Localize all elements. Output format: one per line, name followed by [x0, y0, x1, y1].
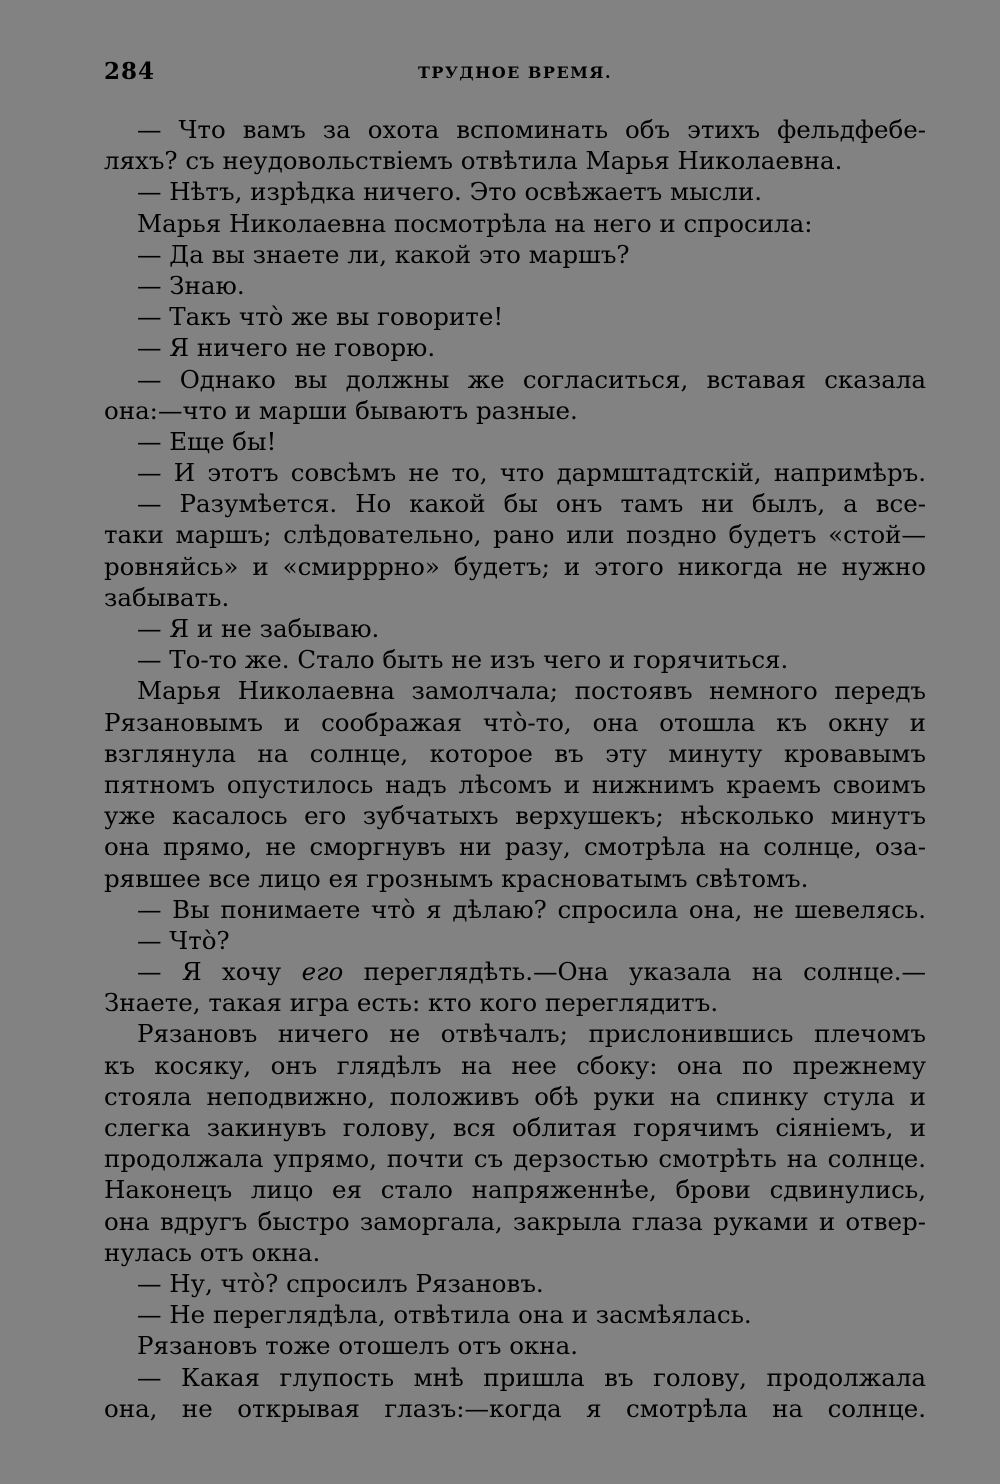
text-line: стояла неподвижно, положивъ обѣ руки на спинку стула и	[104, 1081, 926, 1111]
text-line: — Я хочу его переглядѣть.—Она указала на солнце.—	[137, 957, 926, 987]
text-line: — Вы понимаете что̀ я дѣлаю? спросила она, не шевелясь.	[137, 894, 926, 924]
text-line: — И этотъ совсѣмъ не то, что дармштадтскій, напримѣръ.	[137, 458, 926, 488]
text-line: къ косяку, онъ глядѣлъ на нее сбоку: она по прежнему	[104, 1050, 926, 1080]
text-line: ровняйсь» и «смирррно» будетъ; и этого никогда не нужно	[104, 551, 926, 581]
text-line: слегка закинувъ голову, вся облитая горячимъ сіяніемъ, и	[104, 1113, 926, 1142]
text-line: — Что̀?	[137, 925, 230, 955]
text-line: — Еще бы!	[137, 426, 277, 456]
text-line: Рязановымъ и соображая что̀-то, она отошла къ окну и	[104, 707, 926, 737]
text-line: она вдругъ быстро заморгала, закрыла глаза руками и отвер-	[104, 1206, 926, 1236]
text-line: — Такъ что̀ же вы говорите!	[137, 302, 504, 332]
text-line: — Я ничего не говорю.	[137, 333, 436, 363]
text-line: — Что вамъ за охота вспоминать объ этихъ фельдфебе-	[137, 115, 926, 144]
text-line: — Какая глупость мнѣ пришла въ голову, продолжала	[137, 1362, 926, 1392]
text-line: она прямо, не сморгнувъ ни разу, смотрѣла на солнце, оза-	[104, 832, 926, 862]
text-line: — Ну, что̀? спросилъ Рязановъ.	[137, 1268, 544, 1298]
text-line: таки маршъ; слѣдовательно, рано или поздно будетъ «стой—	[104, 520, 926, 550]
text-line: — Однако вы должны же согласиться, вставая сказала	[137, 364, 926, 394]
text-line: — Разумѣется. Но какой бы онъ тамъ ни былъ, а все-	[137, 489, 926, 519]
text-line: Наконецъ лицо ея стало напряженнѣе, брови сдвинулись,	[104, 1175, 926, 1205]
text-line: — То-то же. Стало быть не изъ чего и горячиться.	[137, 645, 789, 675]
body-text	[104, 114, 926, 1424]
text-line: нулась отъ окна.	[104, 1237, 321, 1267]
text-line: Марья Николаевна посмотрѣла на него и спросила:	[137, 208, 813, 238]
running-title: ТРУДНОЕ ВРЕМЯ.	[417, 63, 613, 82]
page-header	[104, 58, 926, 92]
text-line: продолжала упрямо, почти съ дерзостью смотрѣть на солнце.	[104, 1144, 926, 1174]
text-line: — Знаю.	[137, 270, 245, 300]
text-line: она:—что и марши бываютъ разные.	[104, 395, 578, 425]
text-line: она, не открывая глазъ:—когда я смотрѣла на солнце.	[104, 1393, 926, 1423]
text-line: ляхъ? съ неудовольствіемъ отвѣтила Марья Николаевна.	[104, 146, 843, 176]
text-line: Рязановъ ничего не отвѣчалъ; прислонившись плечомъ	[137, 1019, 926, 1049]
page-number: 284	[104, 58, 156, 85]
text-line: Марья Николаевна замолчала; постоявъ немного передъ	[137, 676, 926, 706]
text-line: Знаете, такая игра есть: кто кого переглядитъ.	[104, 988, 719, 1018]
text-line: забывать.	[104, 582, 230, 612]
text-line: — Нѣтъ, изрѣдка ничего. Это освѣжаетъ мысли.	[137, 177, 763, 207]
text-line: взглянула на солнце, которое въ эту минуту кровавымъ	[104, 738, 926, 768]
text-line: — Не переглядѣла, отвѣтила она и засмѣялась.	[137, 1300, 752, 1330]
text-line: — Я и не забываю.	[137, 614, 380, 643]
text-line: Рязановъ тоже отошелъ отъ окна.	[137, 1331, 579, 1361]
text-line: уже касалось его зубчатыхъ верхушекъ; нѣсколько минутъ	[104, 801, 926, 831]
text-line: — Да вы знаете ли, какой это маршъ?	[137, 239, 630, 269]
text-line: пятномъ опустилось надъ лѣсомъ и нижнимъ краемъ своимъ	[104, 769, 926, 799]
text-line: рявшее все лицо ея грознымъ красноватымъ свѣтомъ.	[104, 863, 809, 893]
